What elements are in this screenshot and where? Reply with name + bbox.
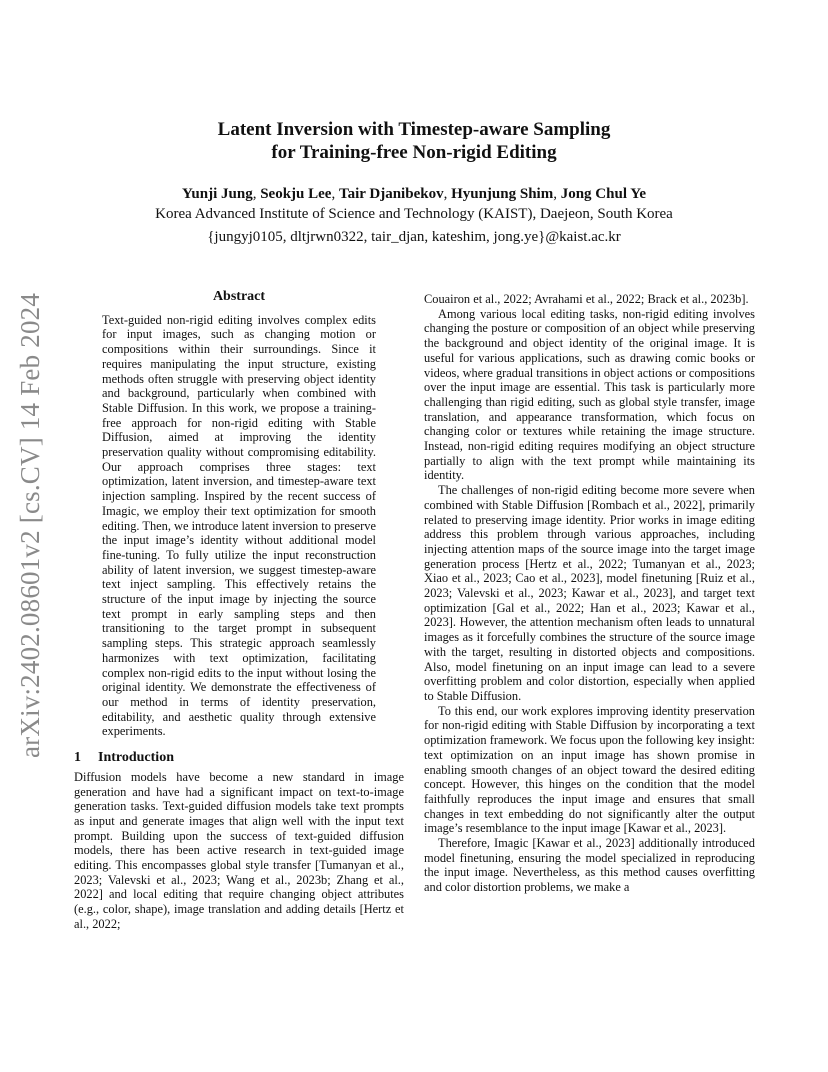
- author-list: Yunji Jung, Seokju Lee, Tair Djanibekov, Hyunjung Shim, Jong Chul Ye: [181, 186, 647, 202]
- section-title: Introduction: [98, 750, 174, 766]
- author-name: Yunji Jung: [181, 186, 253, 202]
- arxiv-identifier: arXiv:2402.08601v2 [cs.CV] 14 Feb 2024: [15, 292, 45, 758]
- left-column: [74, 290, 404, 932]
- paper-title: [74, 118, 754, 164]
- intro-paragraph-3: The challenges of non-rigid editing become more severe when combined with Stable Diffusion [Rombach et al., 2022], primarily related to preserving image identity. Prior works in image editing address this problem through various approaches, including injecting attention maps of the source image into the target image generation process [Hertz et al., 2022; Tumanyan et al., 2023; Xiao et al., 2023; Cao et al., 2023], model finetuning [Ruiz et al., 2023; Valevski et al., 2023; Kawar et al., 2023], and target text optimization [Gal et al., 2022; Han et al., 2023; Kawar et al., 2023]. However, the attention mechanism often leads to unnatural images as it forcefully combines the structure of the source image with the target, resulting in distorted objects and compositions. Also, model finetuning on an input image can lead to a severe overfitting problem and color distortion, especially when applied to Stable Diffusion.: [424, 483, 755, 703]
- title-line-2: for Training-free Non-rigid Editing: [271, 142, 557, 163]
- section-number: 1: [74, 750, 81, 766]
- author-name: Seokju Lee: [260, 186, 332, 202]
- author-name: Jong Chul Ye: [560, 186, 647, 202]
- author-emails: {jungyj0105, dltjrwn0322, tair_djan, kateshim, jong.ye}@kaist.ac.kr: [207, 229, 621, 245]
- abstract-heading: Abstract: [212, 289, 266, 304]
- section-heading-introduction: [74, 751, 404, 766]
- intro-paragraph-5: Therefore, Imagic [Kawar et al., 2023] additionally introduced model finetuning, ensuring the model specialized in reproducing the input image. Nevertheless, as this method causes overfitting and color distortion problems, we make a: [424, 836, 755, 895]
- author-name: Hyunjung Shim: [451, 186, 554, 202]
- author-name: Tair Djanibekov: [338, 186, 444, 202]
- intro-paragraph-4: To this end, our work explores improving identity preservation for non-rigid editing with Stable Diffusion by incorporating a text optimization framework. We focus upon the following key insight: text optimization on an input image has shown promise in enabling smooth changes of an object toward the desired editing concept. However, this hinges on the condition that the model faithfully reproduces the input image and ensures that small changes in text embedding do not significantly alter the output image’s resemblance to the input image [Kawar et al., 2023].: [424, 703, 755, 836]
- intro-paragraph-1: Diffusion models have become a new standard in image generation and have had a significant impact on text-to-image generation tasks. Text-guided diffusion models take text prompts as input and generate images that align well with the input text prompt. Building upon the success of text-guided diffusion models, there has been active research in text-guided image editing. This encompasses global style transfer [Tumanyan et al., 2023; Valevski et al., 2023; Wang et al., 2023b; Zhang et al., 2022] and local editing that require changing object attributes (e.g., color, shape), image translation and adding details [Hertz et al., 2022;: [74, 769, 404, 931]
- abstract-text: Text-guided non-rigid editing involves complex edits for input images, such as changing motion or compositions within their surroundings. Since it requires manipulating the input structure, existing methods often struggle with preserving object identity and background, particularly when combined with Stable Diffusion. In this work, we propose a training-free approach for non-rigid editing with Stable Diffusion, aimed at improving the identity preservation quality without compromising editability. Our approach comprises three stages: text optimization, latent inversion, and timestep-aware text injection sampling. Inspired by the recent success of Imagic, we employ their text optimization for smooth editing. Then, we introduce latent inversion to preserve the input image’s identity without additional model fine-tuning. To fully utilize the input reconstruction ability of latent inversion, we suggest timestep-aware text inject sampling. This effectively retains the structure of the input image by injecting the source text prompt in early sampling steps and then transitioning to the target prompt in subsequent sampling steps. This strategic approach seamlessly harmonizes with text optimization, facilitating complex non-rigid edits to the input without losing the original identity. We demonstrate the effectiveness of our method in terms of identity preservation, editability, and aesthetic quality through extensive experiments.: [102, 312, 377, 739]
- right-column: [424, 292, 755, 895]
- intro-paragraph-continued: Couairon et al., 2022; Avrahami et al., 2022; Brack et al., 2023b].: [424, 292, 749, 306]
- title-line-1: Latent Inversion with Timestep-aware Sampling: [217, 119, 611, 140]
- affiliation: Korea Advanced Institute of Science and Technology (KAIST), Daejeon, South Korea: [155, 206, 673, 222]
- intro-paragraph-2: Among various local editing tasks, non-rigid editing involves changing the posture or composition of an object while preserving the background and object identity of the original image. It is useful for various applications, such as drawing comic books or videos, where gradual transitions in object actions or compositions over the input image are essential. This task is particularly more challenging than rigid editing, such as global style transfer, image translation, and appearance transformation, which focus on changing color or textures while retaining the image structure. Instead, non-rigid editing requires modifying an object structure partially to align with the text prompt while maintaining its identity.: [424, 306, 755, 483]
